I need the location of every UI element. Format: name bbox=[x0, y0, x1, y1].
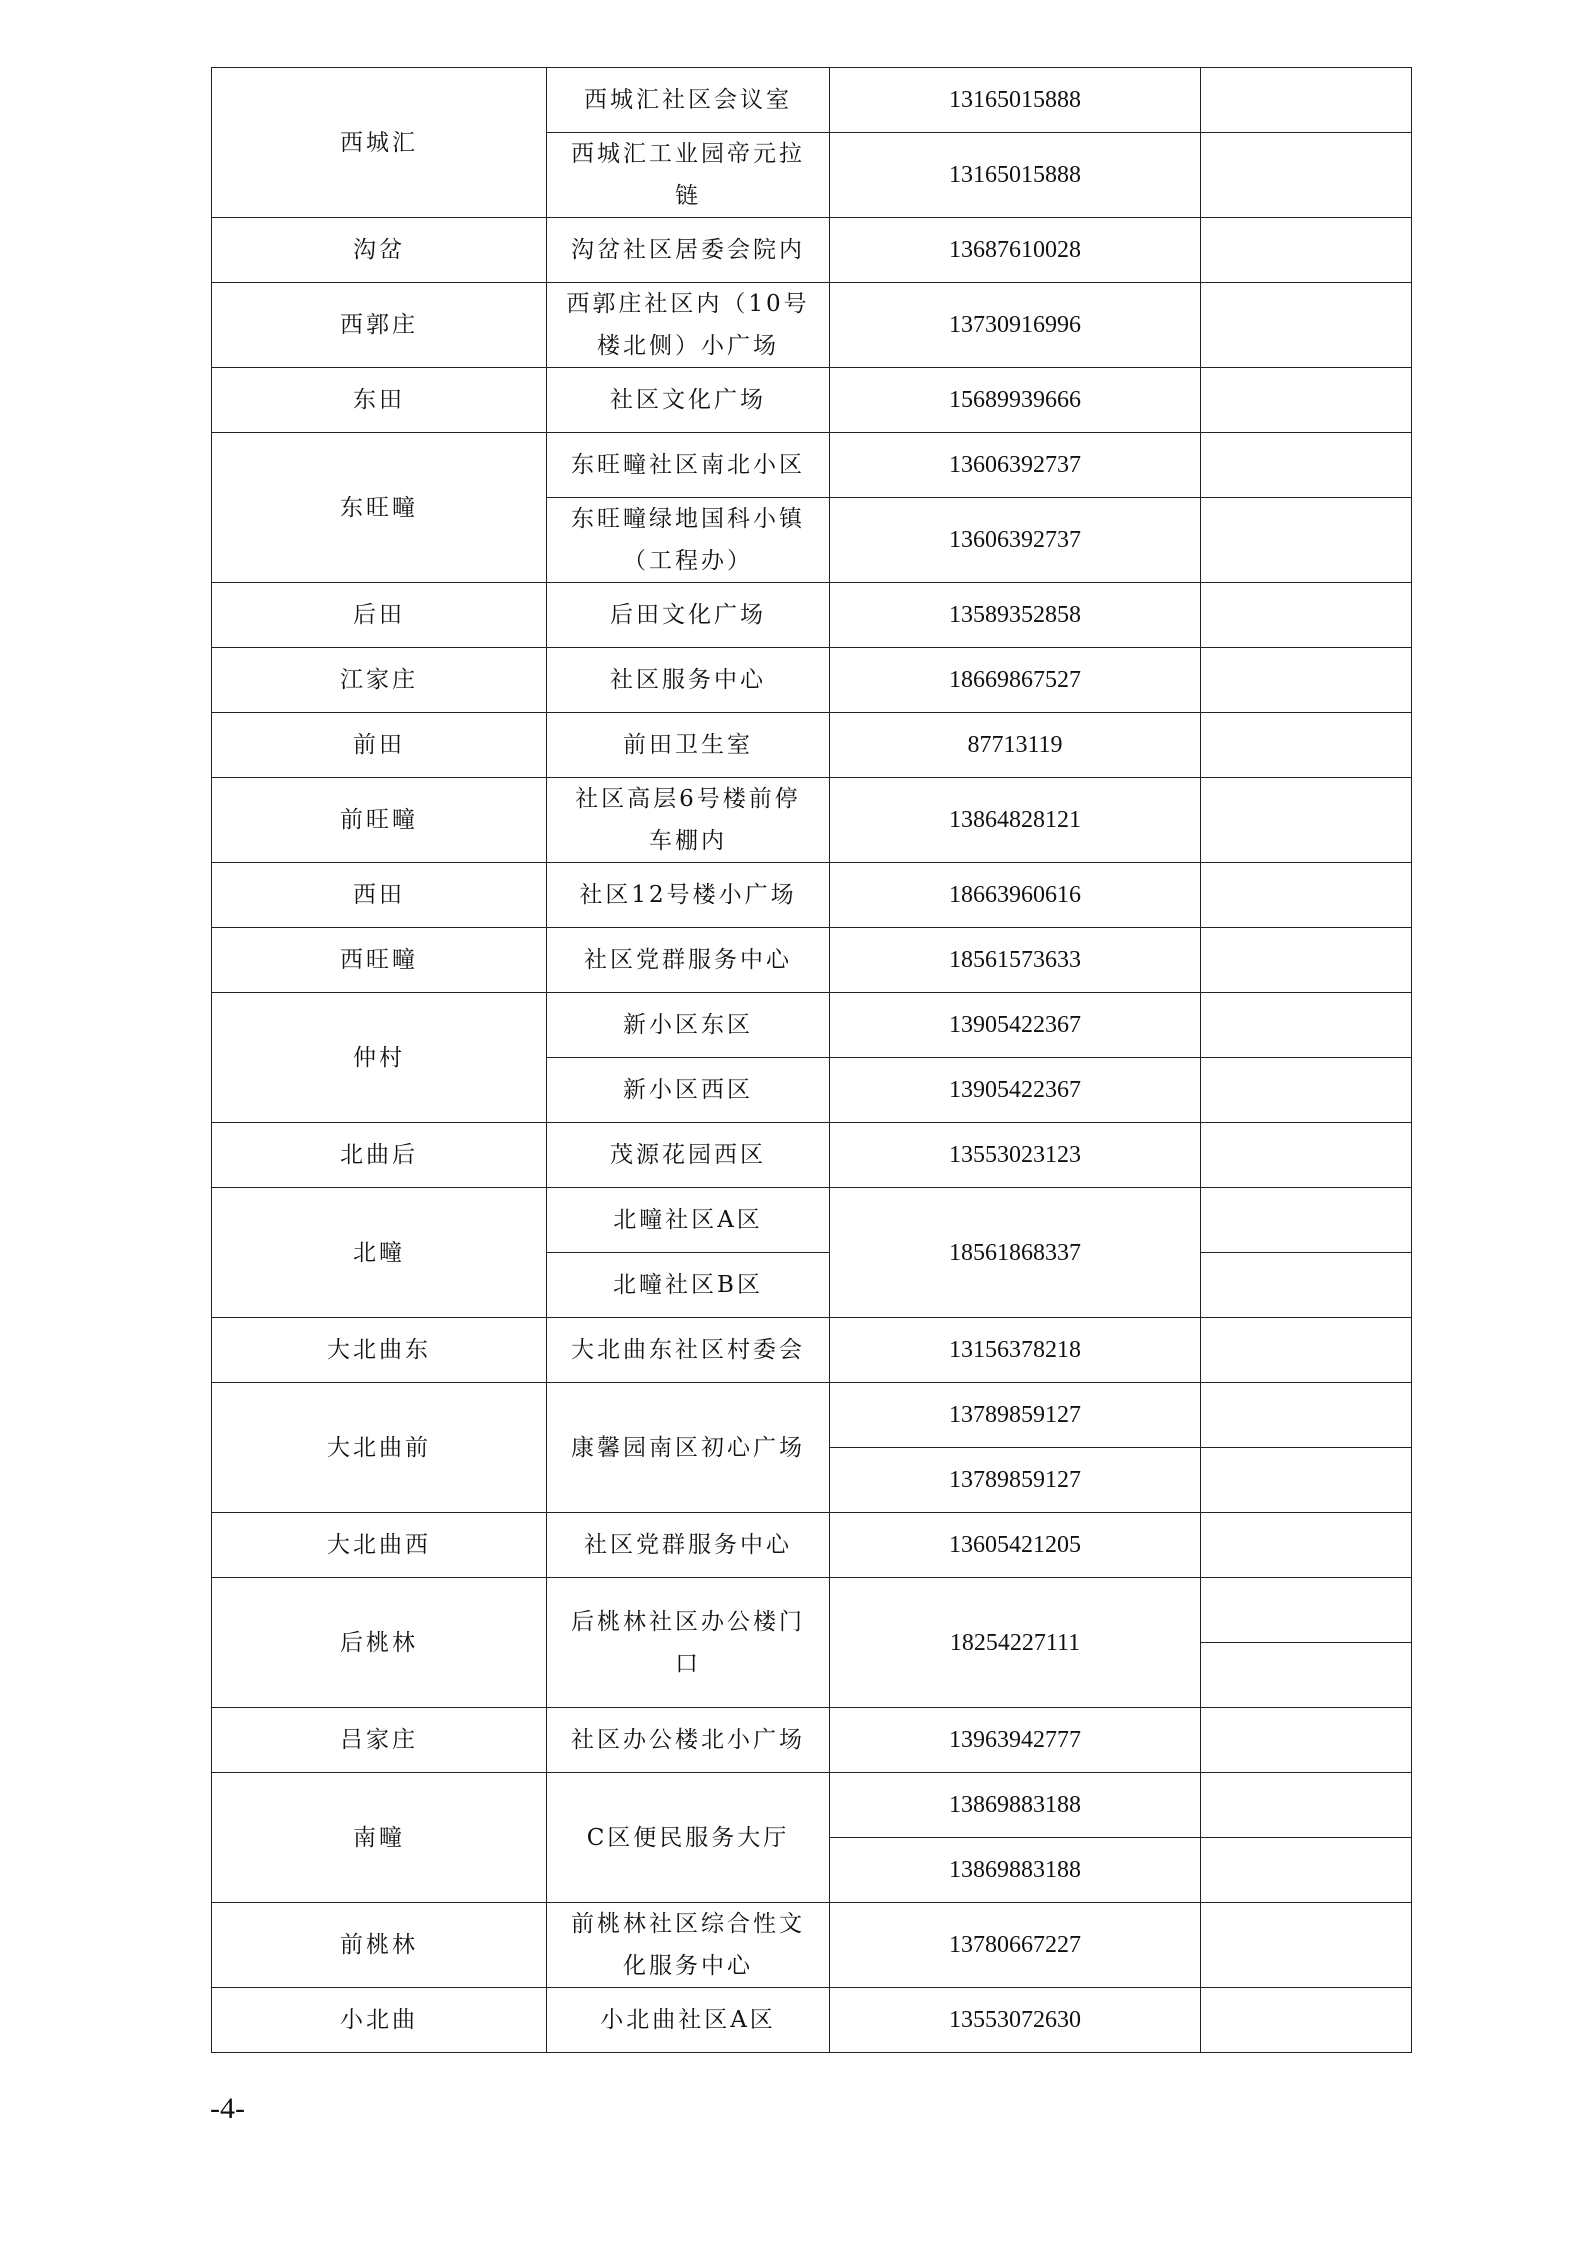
remark-cell bbox=[1201, 1513, 1412, 1578]
location-cell: 大北曲东社区村委会 bbox=[547, 1318, 830, 1383]
community-cell: 大北曲西 bbox=[212, 1513, 547, 1578]
remark-cell bbox=[1201, 1643, 1412, 1708]
phone-cell: 13780667227 bbox=[830, 1903, 1201, 1988]
remark-cell bbox=[1201, 1838, 1412, 1903]
table-row bbox=[212, 68, 1412, 133]
phone-cell: 13869883188 bbox=[830, 1773, 1201, 1838]
community-cell: 大北曲东 bbox=[212, 1318, 547, 1383]
remark-cell bbox=[1201, 498, 1412, 583]
community-cell: 北疃 bbox=[212, 1188, 547, 1318]
location-cell: 前田卫生室 bbox=[547, 713, 830, 778]
table-row bbox=[212, 928, 1412, 993]
remark-cell bbox=[1201, 1578, 1412, 1643]
remark-cell bbox=[1201, 1708, 1412, 1773]
location-cell: 社区办公楼北小广场 bbox=[547, 1708, 830, 1773]
remark-cell bbox=[1201, 583, 1412, 648]
community-cell: 沟岔 bbox=[212, 218, 547, 283]
location-cell: 社区服务中心 bbox=[547, 648, 830, 713]
phone-cell: 15689939666 bbox=[830, 368, 1201, 433]
phone-cell: 18561868337 bbox=[830, 1188, 1201, 1318]
remark-cell bbox=[1201, 1123, 1412, 1188]
phone-cell: 13730916996 bbox=[830, 283, 1201, 368]
phone-cell: 18561573633 bbox=[830, 928, 1201, 993]
table-row bbox=[212, 218, 1412, 283]
phone-cell: 18663960616 bbox=[830, 863, 1201, 928]
remark-cell bbox=[1201, 1058, 1412, 1123]
community-cell: 前桃林 bbox=[212, 1903, 547, 1988]
location-cell: 北疃社区B区 bbox=[547, 1253, 830, 1318]
community-cell: 江家庄 bbox=[212, 648, 547, 713]
table-row bbox=[212, 283, 1412, 368]
remark-cell bbox=[1201, 1318, 1412, 1383]
table-row bbox=[212, 1708, 1412, 1773]
community-cell: 东旺疃 bbox=[212, 433, 547, 583]
remark-cell bbox=[1201, 1988, 1412, 2053]
remark-cell bbox=[1201, 993, 1412, 1058]
phone-cell: 13589352858 bbox=[830, 583, 1201, 648]
remark-cell bbox=[1201, 928, 1412, 993]
table-row bbox=[212, 778, 1412, 863]
location-cell: C区便民服务大厅 bbox=[547, 1773, 830, 1903]
phone-cell: 13553072630 bbox=[830, 1988, 1201, 2053]
table-row bbox=[212, 1123, 1412, 1188]
remark-cell bbox=[1201, 1188, 1412, 1253]
community-cell: 西旺疃 bbox=[212, 928, 547, 993]
location-cell: 西郭庄社区内（10号楼北侧）小广场 bbox=[547, 283, 830, 368]
table-row bbox=[212, 1513, 1412, 1578]
community-cell: 小北曲 bbox=[212, 1988, 547, 2053]
phone-cell: 13605421205 bbox=[830, 1513, 1201, 1578]
remark-cell bbox=[1201, 1448, 1412, 1513]
location-cell: 西城汇社区会议室 bbox=[547, 68, 830, 133]
community-cell: 前旺疃 bbox=[212, 778, 547, 863]
phone-cell: 13553023123 bbox=[830, 1123, 1201, 1188]
phone-cell: 13606392737 bbox=[830, 433, 1201, 498]
location-cell: 茂源花园西区 bbox=[547, 1123, 830, 1188]
table-row bbox=[212, 1188, 1412, 1253]
table-row bbox=[212, 648, 1412, 713]
remark-cell bbox=[1201, 68, 1412, 133]
location-cell: 北疃社区A区 bbox=[547, 1188, 830, 1253]
table-row bbox=[212, 993, 1412, 1058]
location-cell: 社区12号楼小广场 bbox=[547, 863, 830, 928]
remark-cell bbox=[1201, 863, 1412, 928]
community-cell: 东田 bbox=[212, 368, 547, 433]
phone-cell: 13864828121 bbox=[830, 778, 1201, 863]
table-row bbox=[212, 583, 1412, 648]
remark-cell bbox=[1201, 283, 1412, 368]
location-cell: 西城汇工业园帝元拉链 bbox=[547, 133, 830, 218]
table-row bbox=[212, 1773, 1412, 1838]
location-cell: 后桃林社区办公楼门口 bbox=[547, 1578, 830, 1708]
location-cell: 东旺疃社区南北小区 bbox=[547, 433, 830, 498]
remark-cell bbox=[1201, 1383, 1412, 1448]
phone-cell: 13165015888 bbox=[830, 68, 1201, 133]
table-row bbox=[212, 433, 1412, 498]
community-cell: 大北曲前 bbox=[212, 1383, 547, 1513]
phone-cell: 13789859127 bbox=[830, 1448, 1201, 1513]
community-cell: 西田 bbox=[212, 863, 547, 928]
page-number: -4- bbox=[210, 2092, 245, 2125]
location-cell: 社区高层6号楼前停车棚内 bbox=[547, 778, 830, 863]
phone-cell: 18669867527 bbox=[830, 648, 1201, 713]
community-cell: 北曲后 bbox=[212, 1123, 547, 1188]
phone-cell: 18254227111 bbox=[830, 1578, 1201, 1708]
phone-cell: 13789859127 bbox=[830, 1383, 1201, 1448]
remark-cell bbox=[1201, 368, 1412, 433]
table-row bbox=[212, 1903, 1412, 1988]
table-row bbox=[212, 1988, 1412, 2053]
community-cell: 西城汇 bbox=[212, 68, 547, 218]
phone-cell: 13165015888 bbox=[830, 133, 1201, 218]
location-cell: 小北曲社区A区 bbox=[547, 1988, 830, 2053]
table-row bbox=[212, 713, 1412, 778]
phone-cell: 13963942777 bbox=[830, 1708, 1201, 1773]
location-cell: 康馨园南区初心广场 bbox=[547, 1383, 830, 1513]
remark-cell bbox=[1201, 218, 1412, 283]
table-row bbox=[212, 368, 1412, 433]
community-cell: 吕家庄 bbox=[212, 1708, 547, 1773]
location-cell: 前桃林社区综合性文化服务中心 bbox=[547, 1903, 830, 1988]
remark-cell bbox=[1201, 778, 1412, 863]
table-row bbox=[212, 863, 1412, 928]
location-cell: 东旺疃绿地国科小镇（工程办） bbox=[547, 498, 830, 583]
phone-cell: 13606392737 bbox=[830, 498, 1201, 583]
phone-cell: 13869883188 bbox=[830, 1838, 1201, 1903]
remark-cell bbox=[1201, 1773, 1412, 1838]
remark-cell bbox=[1201, 433, 1412, 498]
community-cell: 南疃 bbox=[212, 1773, 547, 1903]
sampling-site-table bbox=[211, 67, 1412, 2053]
location-cell: 后田文化广场 bbox=[547, 583, 830, 648]
location-cell: 新小区西区 bbox=[547, 1058, 830, 1123]
location-cell: 社区文化广场 bbox=[547, 368, 830, 433]
table-row bbox=[212, 1318, 1412, 1383]
location-cell: 新小区东区 bbox=[547, 993, 830, 1058]
remark-cell bbox=[1201, 133, 1412, 218]
table-row bbox=[212, 1383, 1412, 1448]
community-cell: 后田 bbox=[212, 583, 547, 648]
community-cell: 仲村 bbox=[212, 993, 547, 1123]
location-cell: 沟岔社区居委会院内 bbox=[547, 218, 830, 283]
community-cell: 后桃林 bbox=[212, 1578, 547, 1708]
location-cell: 社区党群服务中心 bbox=[547, 928, 830, 993]
phone-cell: 87713119 bbox=[830, 713, 1201, 778]
phone-cell: 13905422367 bbox=[830, 993, 1201, 1058]
phone-cell: 13156378218 bbox=[830, 1318, 1201, 1383]
location-cell: 社区党群服务中心 bbox=[547, 1513, 830, 1578]
community-cell: 前田 bbox=[212, 713, 547, 778]
remark-cell bbox=[1201, 648, 1412, 713]
remark-cell bbox=[1201, 1903, 1412, 1988]
community-cell: 西郭庄 bbox=[212, 283, 547, 368]
table-row bbox=[212, 1578, 1412, 1643]
remark-cell bbox=[1201, 1253, 1412, 1318]
phone-cell: 13905422367 bbox=[830, 1058, 1201, 1123]
remark-cell bbox=[1201, 713, 1412, 778]
phone-cell: 13687610028 bbox=[830, 218, 1201, 283]
